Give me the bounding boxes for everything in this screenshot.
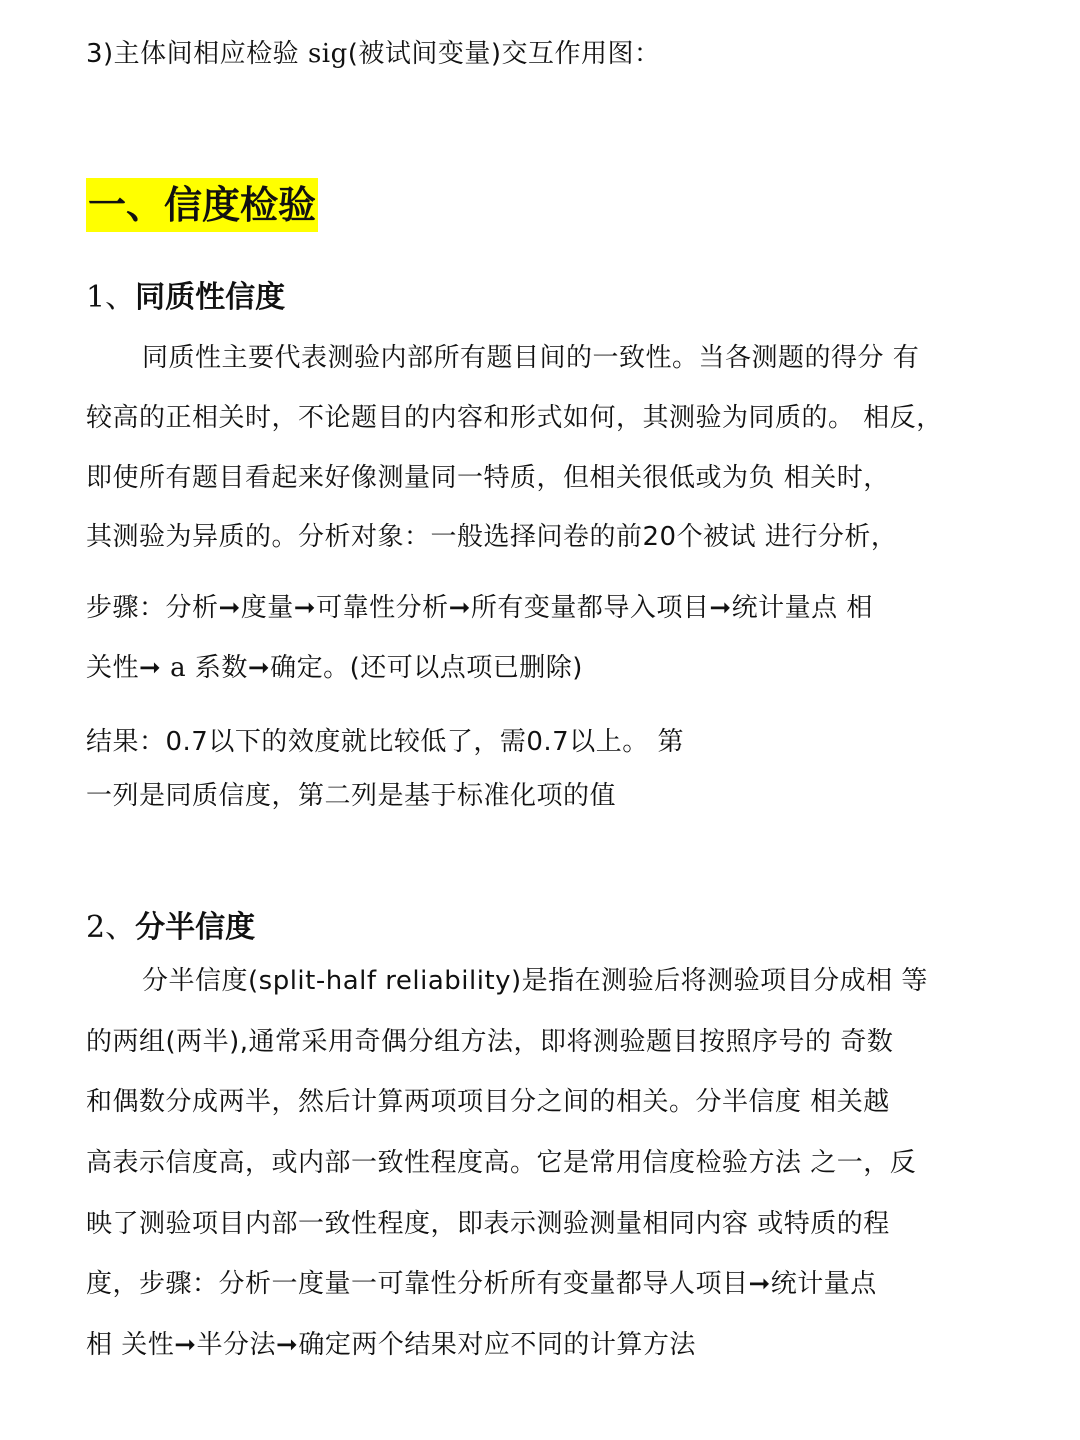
sub1-line-5: 步骤：分析➞度量➞可靠性分析➞所有变量都导入项目➞统计量点 相 bbox=[86, 593, 873, 623]
sub2-line-2: 的两组(两半),通常采用奇偶分组方法，即将测验题目按照序号的 奇数 bbox=[86, 1027, 894, 1057]
intro-suffix: (被试间变量)交互作用图： bbox=[347, 39, 661, 69]
sub1-alpha-line bbox=[86, 650, 583, 686]
sub2-heading bbox=[86, 908, 255, 948]
sub2-line-4: 高表示信度高，或内部一致性程度高。它是常用信度检验方法 之一，反 bbox=[86, 1148, 917, 1178]
sub2-line-7: 相 关性➞半分法➞确定两个结果对应不同的计算方法 bbox=[86, 1330, 696, 1360]
sub1-heading bbox=[86, 278, 285, 318]
sub1-result-line-2: 一列是同质信度，第二列是基于标准化项的值 bbox=[86, 781, 617, 811]
sub1-line-1: 同质性主要代表测验内部所有题目间的一致性。当各测题的得分 有 bbox=[142, 343, 920, 373]
sub1-number: 1、 bbox=[86, 280, 136, 315]
sub2-number: 2、 bbox=[86, 910, 136, 945]
sub1-title: 同质性信度 bbox=[135, 280, 286, 315]
intro-line bbox=[86, 36, 661, 72]
section-title: 一、信度检验 bbox=[86, 178, 318, 232]
sub2-line-3: 和偶数分成两半，然后计算两项项目分之间的相关。分半信度 相关越 bbox=[86, 1087, 890, 1117]
sub1-line-3: 即使所有题目看起来好像测量同一特质，但相关很低或为负 相关时， bbox=[86, 463, 890, 493]
sub2-title: 分半信度 bbox=[135, 910, 256, 945]
intro-code: sig bbox=[307, 39, 348, 69]
alpha-prefix: 关性➞ bbox=[86, 653, 171, 683]
sub2-line-5: 映了测验项目内部一致性程度，即表示测验测量相同内容 或特质的程 bbox=[86, 1209, 890, 1239]
alpha-symbol: a bbox=[170, 653, 187, 683]
sub1-line-2: 较高的正相关时，不论题目的内容和形式如何，其测验为同质的。 相反， bbox=[86, 403, 943, 433]
sub2-line-6: 度，步骤：分析一度量一可靠性分析所有变量都导人项目➞统计量点 bbox=[86, 1269, 877, 1299]
intro-prefix: 3)主体间相应检验 bbox=[86, 39, 308, 69]
sub2-line-1: 分半信度(split-half reliability)是指在测验后将测验项目分成相 等 bbox=[142, 966, 928, 996]
sub1-line-4: 其测验为异质的。分析对象：一般选择问卷的前20个被试 进行分析， bbox=[86, 522, 898, 552]
alpha-suffix: 系数➞确定。(还可以点项已删除) bbox=[186, 653, 583, 683]
sub1-result-line: 结果：0.7以下的效度就比较低了，需0.7以上。 第 bbox=[86, 727, 684, 757]
